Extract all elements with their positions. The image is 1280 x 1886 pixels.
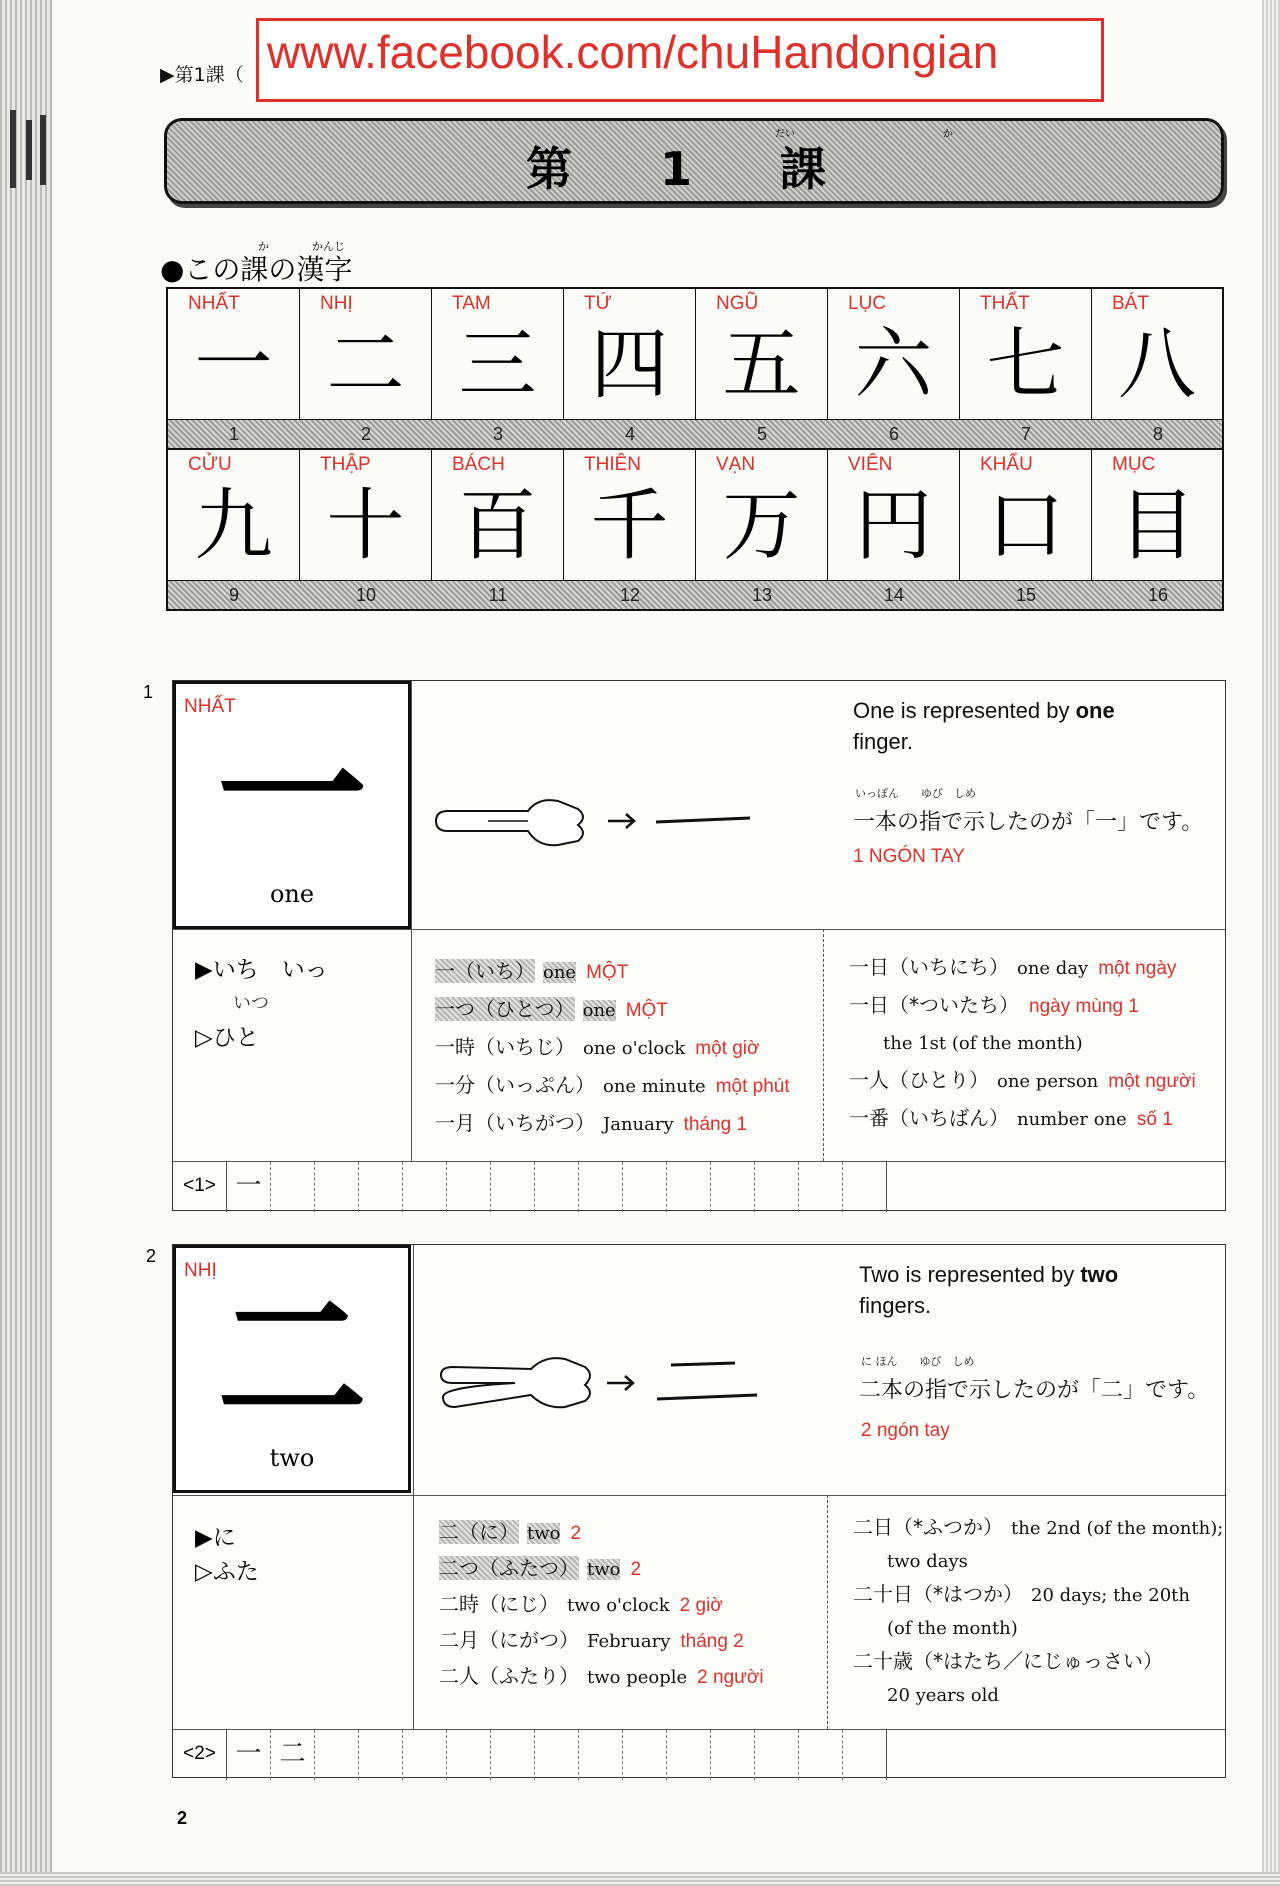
vocab-word: 一日（いちにち） [849,955,1009,979]
kanji-cell-character: 百 [458,481,537,571]
vocab-english: February [587,1631,671,1652]
vocab-vietnamese: 2 [630,1559,642,1580]
kanji-cell-character: 千 [590,481,669,571]
kanji-cell-number: 14 [883,585,905,605]
readings [195,1521,259,1589]
practice-cell[interactable] [315,1730,359,1780]
vocab-vietnamese: một người [1108,1071,1196,1092]
practice-cell[interactable] [843,1162,887,1212]
kanji-cell [168,289,300,419]
vocab-english: the 2nd (of the month); [1011,1518,1224,1539]
vocab-item [853,1578,1223,1612]
vocab-english: one day [1017,958,1089,979]
section-title-text: ●この課の漢字 [160,253,353,286]
explanation-vn: 1 NGÓN TAY [853,846,965,867]
practice-cell[interactable]: 一 [227,1730,271,1780]
vocab-word: 二（に） [439,1520,519,1544]
vocab-vietnamese: MỘT [625,1000,668,1021]
kanji-cell-vietnamese: BÁT [1112,293,1149,314]
header-breadcrumb: ▶第1課（ [160,64,244,86]
practice-cell[interactable] [711,1730,755,1780]
kanji-cell [696,450,828,580]
vocab-english: one [582,1000,616,1021]
vocab-word: 一分（いっぷん） [435,1073,595,1097]
kanji-meaning: two [269,1444,315,1472]
kanji-cell [300,450,432,580]
vocab-vietnamese: một ngày [1098,958,1177,979]
kanji-cell-number: 3 [492,424,503,444]
vocab-word: 一番（いちばん） [849,1106,1009,1130]
vocab-english: (of the month) [887,1618,1018,1639]
kanji-cell [828,289,960,419]
vocab-item [853,1511,1223,1545]
kanji-cell-number: 8 [1152,424,1163,444]
kanji-cell-number: 5 [756,424,767,444]
vocab-item [435,1067,790,1105]
vocab-vietnamese: 2 giờ [679,1595,723,1616]
vocab-vietnamese: 2 người [697,1667,764,1688]
kanji-cell [432,450,564,580]
kanji-large: 二 [216,1274,367,1448]
vocab-english: two [587,1559,621,1580]
kanji-cell [564,289,696,419]
vocab-word: 二人（ふたり） [439,1664,579,1688]
vocab-item [849,949,1196,987]
spine-mark [26,120,32,180]
kanji-box [173,1245,411,1493]
kanji-cell [1092,450,1222,580]
kanji-large: 一 [216,710,367,884]
vocab-list-left [439,1515,764,1695]
entry-number: 1 [143,682,154,702]
kanji-cell-vietnamese: MỤC [1112,454,1156,475]
watermark-banner[interactable] [256,18,1104,102]
section-ruby-kanji: かんじ [312,240,345,253]
vocab-english: the 1st (of the month) [883,1033,1083,1054]
kanji-cell-number: 13 [751,585,773,605]
kanji-cell [432,289,564,419]
kanji-cell-number: 12 [619,585,641,605]
kanji-cell-vietnamese: VIÊN [848,454,893,475]
kanji-cell-character: 口 [986,481,1065,571]
practice-cell[interactable] [359,1162,403,1212]
lesson-ruby-ka: か [943,129,953,140]
vocab-item [853,1679,1223,1712]
vocab-english: two people [587,1667,688,1688]
vocab-item [849,1025,1196,1062]
practice-cell[interactable] [755,1162,799,1212]
practice-row [173,1729,1225,1780]
divider [411,681,412,929]
kanji-number-row [168,420,1222,450]
kanji-cell-vietnamese: NHỊ [320,293,353,314]
kanji-cell [960,289,1092,419]
kanji-cell-character: 一 [194,320,273,410]
one-finger-illustration [428,781,758,861]
vocab-item [435,1105,790,1143]
practice-cell[interactable] [315,1162,359,1212]
reading-on-alt: いつ [233,993,269,1014]
kanji-cell-number: 4 [624,424,635,444]
vocab-english: 20 days; the 20th [1031,1585,1191,1606]
watermark-url: www.facebook.com/chuHandongian [267,26,999,78]
kanji-cell-character: 二 [326,320,405,410]
vocab-list-left [435,953,790,1143]
vocab-word: 一（いち） [435,959,535,983]
vocab-word: 一つ（ひとつ） [435,997,575,1021]
vocab-word: 一時（いちじ） [435,1035,575,1059]
kanji-meaning: one [269,880,315,908]
divider [413,1245,414,1495]
vocab-item [439,1659,764,1695]
vocab-item [853,1545,1223,1578]
kanji-cell-vietnamese: NGŨ [716,293,759,314]
explanation-en: One is represented by one finger. [853,698,1115,754]
entry-number: 2 [146,1246,157,1266]
kanji-cell-vietnamese: KHẨU [980,454,1033,475]
explanation-jp: 一本の指で示したのが「一」です。 [853,810,1204,835]
kanji-row [168,289,1222,420]
practice-cell[interactable] [403,1730,447,1780]
explanation-en: Two is represented by two fingers. [859,1262,1119,1318]
reading-kun: ▷ふた [195,1559,259,1585]
vocab-vietnamese: 2 [570,1523,582,1544]
vocab-word: 一月（いちがつ） [435,1111,595,1135]
vocab-english: one person [997,1071,1099,1092]
practice-cell[interactable] [403,1162,447,1212]
kanji-cell-vietnamese: TỨ [584,293,612,314]
vocab-item [439,1515,764,1551]
kanji-cell [1092,289,1222,419]
practice-cell[interactable] [491,1730,535,1780]
practice-cell[interactable]: 二 [271,1730,315,1780]
kanji-cell-vietnamese: CỬU [188,454,232,475]
vocab-word: 二つ（ふたつ） [439,1556,579,1580]
practice-cell[interactable] [623,1162,667,1212]
kanji-box [173,681,411,929]
kanji-cell-number: 7 [1020,424,1031,444]
page-edge [1262,0,1280,1886]
vocab-list-right [849,949,1196,1138]
practice-cell[interactable] [799,1162,843,1212]
practice-row [173,1161,1225,1212]
kanji-cell-number: 10 [355,585,377,605]
kanji-cell-character: 円 [854,481,933,571]
vocab-english: January [603,1114,674,1135]
kanji-cell-number: 16 [1147,585,1169,605]
practice-cell[interactable] [271,1162,315,1212]
practice-cell[interactable] [667,1162,711,1212]
kanji-cell-character: 七 [986,320,1065,410]
kanji-cell-number: 15 [1015,585,1037,605]
kanji-vietnamese: NHỊ [184,1260,217,1281]
vocab-item [439,1623,764,1659]
practice-cell[interactable] [623,1730,667,1780]
kanji-cell-character: 三 [458,320,537,410]
vocab-item [849,1062,1196,1100]
vocab-vietnamese: tháng 1 [683,1114,748,1135]
readings [195,953,328,1055]
practice-cell[interactable] [755,1730,799,1780]
reading-on: ▶いち いっ [195,957,328,983]
practice-cell[interactable]: 一 [227,1162,271,1212]
vocab-word: 一人（ひとり） [849,1068,989,1092]
practice-cell[interactable] [359,1730,403,1780]
vocab-item [849,987,1196,1025]
lesson-ruby: だい [775,129,795,140]
kanji-cell-character: 目 [1117,481,1196,571]
vocab-item [853,1612,1223,1645]
kanji-cell-vietnamese: THẤT [980,293,1030,314]
divider [173,1495,1225,1496]
kanji-cell-vietnamese: VẠN [716,454,756,475]
explanation-jp: 二本の指で示したのが「二」です。 [859,1378,1210,1403]
reading-on: ▶に [195,1525,236,1551]
practice-cell[interactable] [491,1162,535,1212]
vocab-word: 二十歳（*はたち／にじゅっさい） [853,1649,1163,1673]
vocab-vietnamese: một giờ [695,1038,760,1059]
explanation-jp-ruby: に ほん ゆび しめ [861,1355,975,1368]
practice-cell[interactable] [579,1730,623,1780]
lesson-banner [164,118,1224,204]
kanji-cell-vietnamese: NHẤT [188,293,240,314]
kanji-entry-1 [172,680,1226,1211]
kanji-row [168,450,1222,581]
practice-cell[interactable] [535,1162,579,1212]
vocab-english: number one [1017,1109,1127,1130]
practice-cell[interactable] [447,1730,491,1780]
kanji-cell [300,289,432,419]
page-edge-bottom [0,1872,1280,1886]
vocab-english: 20 years old [887,1685,999,1706]
vocab-vietnamese: một phút [715,1076,790,1097]
practice-cell[interactable] [843,1730,887,1780]
kanji-cell [828,450,960,580]
practice-cell[interactable] [579,1162,623,1212]
kanji-cell-character: 八 [1117,320,1196,410]
practice-label: <2> [173,1730,227,1780]
kanji-cell-number: 6 [888,424,899,444]
kanji-cell-number: 9 [228,585,239,605]
vocab-vietnamese: số 1 [1136,1109,1173,1130]
vocab-item [435,1029,790,1067]
kanji-cell-number: 11 [488,585,508,605]
book-spine [0,0,52,1886]
kanji-cell-character: 五 [722,320,801,410]
kanji-cell-vietnamese: THẬP [320,454,371,475]
vocab-vietnamese: MỘT [586,962,629,983]
kanji-cell-vietnamese: LỤC [848,293,887,314]
practice-cell[interactable] [447,1162,491,1212]
divider [827,1495,828,1729]
vocab-item [853,1645,1223,1679]
explanation-jp-ruby: いっぽん ゆび しめ [855,787,976,800]
vocab-english: two [527,1523,561,1544]
vocab-vietnamese: ngày mùng 1 [1029,996,1139,1017]
kanji-cell-vietnamese: TAM [452,293,491,314]
kanji-cell [168,450,300,580]
kanji-cell-character: 万 [722,481,801,571]
divider [173,929,1225,930]
kanji-cell-vietnamese: THIÊN [584,454,641,475]
two-finger-illustration [435,1339,765,1429]
kanji-entry-2 [172,1244,1226,1778]
vocab-word: 一日（*ついたち） [849,993,1019,1017]
reading-kun: ▷ひと [195,1025,259,1051]
page-number: 2 [177,1808,188,1828]
kanji-vietnamese: NHẤT [184,696,236,717]
vocab-word: 二時（にじ） [439,1592,559,1616]
kanji-cell [696,289,828,419]
section-ruby-ka: か [258,240,269,253]
kanji-cell [960,450,1092,580]
vocab-item [435,953,790,991]
practice-cell[interactable] [799,1730,843,1780]
vocab-word: 二十日（*はつか） [853,1582,1023,1606]
vocab-word: 二日（*ふつか） [853,1515,1003,1539]
practice-label: <1> [173,1162,227,1212]
vocab-english: one minute [603,1076,706,1097]
vocab-english: one [543,962,577,983]
kanji-number-row [168,581,1222,609]
explanation-vn: 2 ngón tay [861,1420,950,1441]
divider [823,929,824,1161]
practice-cell[interactable] [711,1162,755,1212]
vocab-item [439,1587,764,1623]
vocab-list-right [853,1511,1223,1712]
vocab-english: one o'clock [583,1038,686,1059]
spine-mark [10,110,16,188]
kanji-cell-character: 四 [590,320,669,410]
divider [411,929,412,1161]
practice-cell[interactable] [667,1730,711,1780]
section-title [160,240,353,288]
kanji-cell-number: 2 [360,424,371,444]
kanji-cell-vietnamese: BÁCH [452,454,505,475]
vocab-english: two days [887,1551,968,1572]
spine-mark [40,115,46,185]
kanji-cell-number: 1 [228,424,239,444]
vocab-english: two o'clock [567,1595,670,1616]
kanji-cell [564,450,696,580]
vocab-vietnamese: tháng 2 [680,1631,744,1652]
lesson-title: 第 1 課 [525,142,863,196]
divider [413,1495,414,1729]
kanji-cell-character: 六 [854,320,933,410]
kanji-cell-character: 十 [326,481,405,571]
vocab-word: 二月（にがつ） [439,1628,579,1652]
vocab-item [435,991,790,1029]
vocab-item [849,1100,1196,1138]
kanji-cell-character: 九 [194,481,273,571]
kanji-overview-grid [166,287,1224,611]
vocab-item [439,1551,764,1587]
practice-cell[interactable] [535,1730,579,1780]
